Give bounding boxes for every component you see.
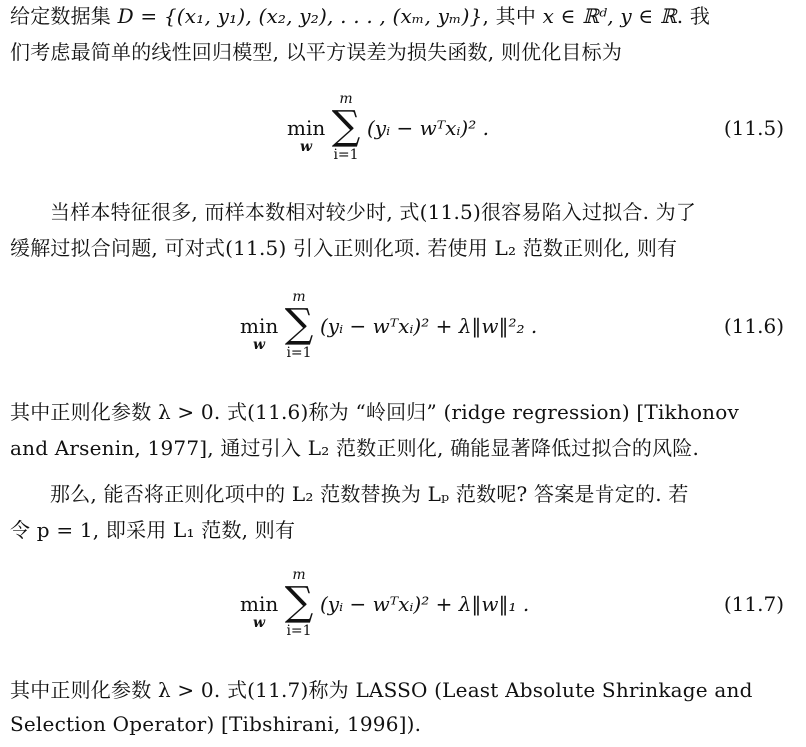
sum-symbol: ∑ [331, 103, 361, 149]
para2-line2: 缓解过拟合问题, 可对式(11.5) 引入正则化项. 若使用 L₂ 范数正则化, 则有 [10, 236, 678, 260]
min-subscript: w [252, 615, 266, 631]
para5-line2: Selection Operator) [Tibshirani, 1996]). [10, 712, 422, 736]
equation-expression: (yᵢ − wᵀxᵢ)² + λ‖w‖₁ . [320, 592, 530, 616]
para1-math-domain: x ∈ ℝᵈ, y ∈ ℝ [542, 4, 677, 28]
equation-expression: (yᵢ − wᵀxᵢ)² + λ‖w‖²₂ . [320, 314, 538, 338]
sum-symbol: ∑ [284, 579, 314, 625]
para1-line1 [10, 2, 710, 30]
sum-symbol: ∑ [284, 301, 314, 347]
para1-text-c: . 我 [676, 4, 711, 28]
para3-line2: and Arsenin, 1977], 通过引入 L₂ 范数正则化, 确能显著降低过拟合的风险. [10, 436, 700, 460]
para2-line1: 当样本特征很多, 而样本数相对较少时, 式(11.5)很容易陷入过拟合. 为了 [50, 200, 697, 224]
sum-lower-limit: i=1 [286, 345, 312, 361]
min-operator: min [287, 116, 326, 140]
para1-text-b: , 其中 [482, 4, 543, 28]
equation-11-7-body [240, 566, 600, 646]
equation-11-5-body [287, 90, 607, 170]
para4-line1: 那么, 能否将正则化项中的 L₂ 范数替换为 Lₚ 范数呢? 答案是肯定的. 若 [50, 482, 689, 506]
min-operator: min [240, 314, 279, 338]
sum-upper-limit: m [292, 289, 306, 305]
para1-text-a: 给定数据集 [10, 4, 118, 28]
sum-upper-limit: m [339, 91, 353, 107]
sum-lower-limit: i=1 [333, 147, 359, 163]
para1-line2: 们考虑最简单的线性回归模型, 以平方误差为损失函数, 则优化目标为 [10, 40, 623, 64]
para3-line1: 其中正则化参数 λ > 0. 式(11.6)称为 “岭回归” (ridge regression) [Tikhonov [10, 400, 740, 424]
para1-math-dataset: D = {(x₁, y₁), (x₂, y₂), . . . , (xₘ, yₘ)} [117, 4, 483, 28]
equation-11-7 [0, 566, 806, 646]
min-subscript: w [252, 337, 266, 353]
min-operator: min [240, 592, 279, 616]
equation-number: (11.6) [723, 314, 784, 338]
equation-11-6-body [240, 288, 600, 368]
sum-upper-limit: m [292, 567, 306, 583]
equation-number: (11.5) [723, 116, 784, 140]
min-subscript: w [299, 139, 313, 155]
equation-number: (11.7) [723, 592, 784, 616]
sum-lower-limit: i=1 [286, 623, 312, 639]
para4-line2: 令 p = 1, 即采用 L₁ 范数, 则有 [10, 518, 296, 542]
para5-line1: 其中正则化参数 λ > 0. 式(11.7)称为 LASSO (Least Absolute Shrinkage and [10, 678, 753, 702]
equation-expression: (yᵢ − wᵀxᵢ)² . [367, 116, 489, 140]
equation-11-5 [0, 90, 806, 170]
equation-11-6 [0, 288, 806, 368]
